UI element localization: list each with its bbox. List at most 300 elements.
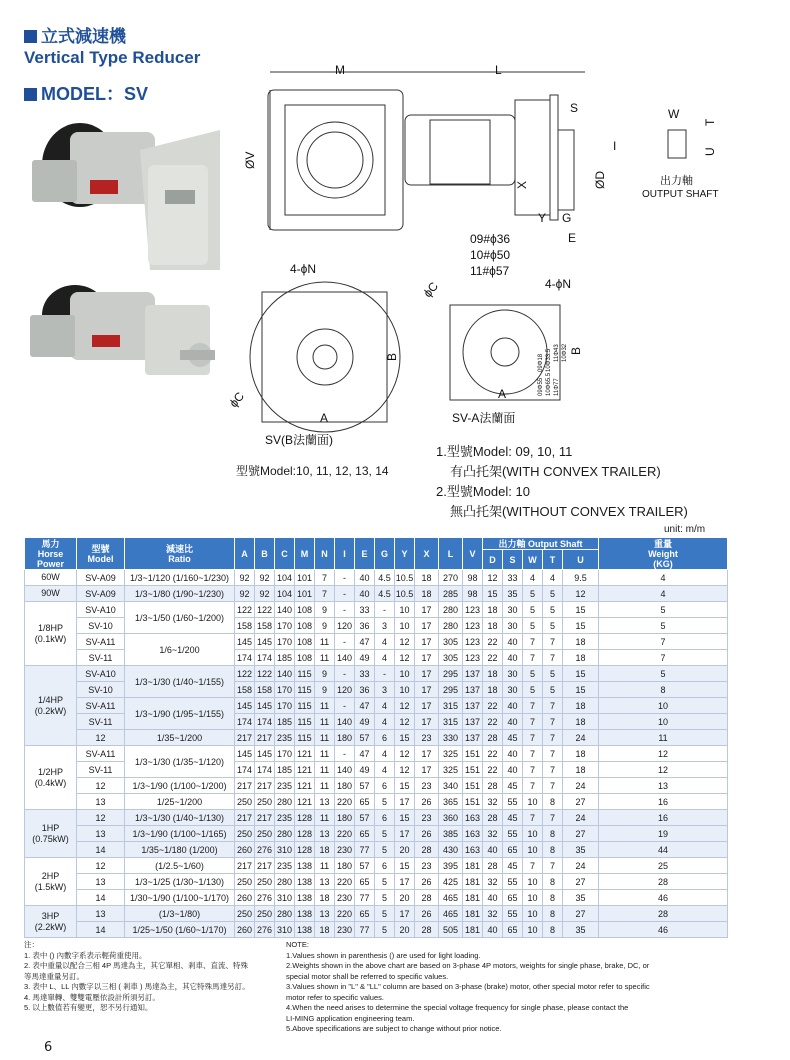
notes-cn-item: 2. 表中重量以配合三相 4P 馬達為主，其它單相、剎車、直流、特殊 [24,961,249,970]
value-cell: 18 [483,682,503,698]
value-cell: 8 [543,906,563,922]
value-cell: 7 [523,730,543,746]
value-cell: 8 [543,826,563,842]
value-cell: 220 [335,874,355,890]
value-cell: 145 [235,634,255,650]
value-cell: 4 [375,650,395,666]
notes-cn-item: 5. 以上數值若有變更，恕不另行通知。 [24,1003,153,1012]
value-cell: 138 [295,906,315,922]
value-cell: 24 [563,730,599,746]
value-cell: 7 [543,762,563,778]
model-cell: SV-11 [77,714,125,730]
flange-small-1: 10Φ65.5 [546,372,552,396]
value-cell: 151 [463,746,483,762]
value-cell: 5 [375,794,395,810]
value-cell: 8 [543,874,563,890]
value-cell: 12 [599,762,728,778]
value-cell: 57 [355,858,375,874]
dim-U-label: U [703,147,717,156]
head-col: N [315,538,335,570]
motor-photo-top [32,123,220,270]
holes-N-right: 4-ϕN [545,277,572,291]
value-cell: 24 [563,858,599,874]
value-cell: - [375,666,395,682]
model-heading: MODEL：SV [24,80,148,106]
b-flange-drawing [226,262,400,432]
value-cell: 23 [415,730,439,746]
value-cell: 13 [315,826,335,842]
value-cell: 40 [355,570,375,586]
value-cell: 77 [355,922,375,938]
front-view-drawing [243,63,430,230]
value-cell: 45 [503,858,523,874]
value-cell: 12 [395,634,415,650]
table-row [25,730,728,746]
value-cell: 10 [523,890,543,906]
value-cell: 7 [543,698,563,714]
value-cell: 140 [335,714,355,730]
value-cell: 40 [503,714,523,730]
value-cell: 360 [439,810,463,826]
value-cell: 17 [395,794,415,810]
value-cell: 122 [255,602,275,618]
value-cell: 270 [439,570,463,586]
value-cell: 163 [463,810,483,826]
dim-D-label: ØD [593,171,607,189]
value-cell: 220 [335,826,355,842]
table-row [25,922,728,938]
value-cell: 4 [375,634,395,650]
model-cell: SV-A11 [77,698,125,714]
value-cell: 49 [355,762,375,778]
value-cell: 15 [395,778,415,794]
value-cell: 217 [235,858,255,874]
value-cell: 5 [543,586,563,602]
value-cell: 30 [503,666,523,682]
value-cell: 36 [355,618,375,634]
value-cell: 57 [355,810,375,826]
value-cell: 260 [235,922,255,938]
value-cell: 310 [275,890,295,906]
value-cell: 185 [275,650,295,666]
head-col: V [463,538,483,570]
value-cell: 250 [255,906,275,922]
value-cell: 137 [463,714,483,730]
value-cell: 8 [543,842,563,858]
value-cell: 17 [415,618,439,634]
value-cell: 33 [355,602,375,618]
value-cell: 123 [463,650,483,666]
side-view-drawing [405,63,616,245]
value-cell: 92 [235,586,255,602]
value-cell: 385 [439,826,463,842]
caption-models: 型號Model:10, 11, 12, 13, 14 [236,464,389,478]
value-cell: 220 [335,794,355,810]
value-cell: 27 [563,826,599,842]
value-cell: 181 [463,922,483,938]
value-cell: 22 [483,650,503,666]
value-cell: 12 [395,762,415,778]
value-cell: 17 [415,682,439,698]
value-cell: 5 [375,890,395,906]
ratio-cell: 1/3~1/25 (1/30~1/130) [125,874,235,890]
table-row [25,666,728,682]
value-cell: 20 [395,842,415,858]
value-cell: 9 [315,618,335,634]
head-col: X [415,538,439,570]
value-cell: 170 [275,682,295,698]
value-cell: 30 [503,682,523,698]
table-row [25,794,728,810]
output-shaft-drawing [642,107,718,200]
value-cell: 35 [503,586,523,602]
holes-N-left: 4-ϕN [290,262,317,276]
head-shaft-col: W [523,550,543,570]
value-cell: 12 [563,586,599,602]
head-col: B [255,538,275,570]
value-cell: 465 [439,906,463,922]
value-cell: 7 [523,858,543,874]
value-cell: 181 [463,858,483,874]
value-cell: 77 [355,890,375,906]
model-cell: 12 [77,858,125,874]
value-cell: 65 [355,874,375,890]
dim-E-label: E [568,231,577,245]
caption-b-flange: SV(B法蘭面) [265,433,334,447]
value-cell: 181 [463,906,483,922]
value-cell: 140 [335,762,355,778]
value-cell: 7 [315,570,335,586]
value-cell: 174 [255,762,275,778]
value-cell: 217 [255,730,275,746]
value-cell: 250 [235,874,255,890]
value-cell: 18 [415,586,439,602]
head-weight: 重量 Weight (KG) [599,538,728,570]
value-cell: 23 [415,858,439,874]
value-cell: 28 [483,810,503,826]
value-cell: 55 [503,874,523,890]
value-cell: 12 [599,746,728,762]
value-cell: 6 [375,778,395,794]
value-cell: 5 [543,666,563,682]
value-cell: 20 [395,890,415,906]
ratio-cell: 1/25~1/50 (1/60~1/170) [125,922,235,938]
value-cell: 280 [439,602,463,618]
value-cell: 158 [255,618,275,634]
head-shaft-col: S [503,550,523,570]
spec-table [24,537,728,938]
model-cell: SV-11 [77,762,125,778]
value-cell: 185 [275,714,295,730]
value-cell: 22 [483,714,503,730]
value-cell: 174 [235,714,255,730]
value-cell: 260 [235,842,255,858]
dim-Y-label: Y [538,211,547,225]
value-cell: 17 [395,906,415,922]
value-cell: 140 [275,666,295,682]
value-cell: 45 [503,730,523,746]
caption-a-flange: SV-A法蘭面 [452,411,516,425]
dim-T-label: T [703,118,717,126]
value-cell: 45 [503,778,523,794]
ratio-cell: 1/35~1/200 [125,730,235,746]
value-cell: 9 [315,682,335,698]
value-cell: 128 [295,810,315,826]
value-cell: 18 [563,762,599,778]
value-cell: 180 [335,730,355,746]
ratio-cell: 1/3~1/90 (1/95~1/155) [125,698,235,730]
value-cell: 280 [439,618,463,634]
value-cell: 158 [235,682,255,698]
value-cell: 7 [523,650,543,666]
value-cell: 98 [463,586,483,602]
value-cell: - [335,634,355,650]
value-cell: 235 [275,810,295,826]
value-cell: 33 [503,570,523,586]
value-cell: 180 [335,810,355,826]
head-col: L [439,538,463,570]
value-cell: 7 [315,586,335,602]
value-cell: 260 [235,890,255,906]
value-cell: 4 [599,570,728,586]
value-cell: 115 [295,682,315,698]
ratio-cell: 1/3~1/30 (1/40~1/130) [125,810,235,826]
value-cell: 7 [543,650,563,666]
value-cell: 40 [355,586,375,602]
value-cell: 10.5 [395,570,415,586]
value-cell: 4 [375,698,395,714]
value-cell: 115 [295,698,315,714]
table-row [25,906,728,922]
value-cell: 47 [355,634,375,650]
value-cell: 65 [355,906,375,922]
value-cell: 325 [439,746,463,762]
value-cell: 6 [375,858,395,874]
value-cell: 145 [255,698,275,714]
value-cell: 280 [275,794,295,810]
value-cell: 26 [415,826,439,842]
value-cell: 315 [439,698,463,714]
value-cell: 4 [543,570,563,586]
value-cell: 122 [235,602,255,618]
value-cell: 123 [463,634,483,650]
value-cell: 22 [483,634,503,650]
flange-size-10: 10#ϕ50 [470,248,511,262]
value-cell: 137 [463,666,483,682]
head-shaft-col: T [543,550,563,570]
hp-cell: 3HP (2.2kW) [25,906,77,938]
ratio-cell: 1/6~1/200 [125,634,235,666]
value-cell: 36 [355,682,375,698]
value-cell: 121 [295,762,315,778]
value-cell: 230 [335,922,355,938]
value-cell: 138 [295,890,315,906]
value-cell: 12 [483,570,503,586]
value-cell: 12 [395,714,415,730]
head-col: E [355,538,375,570]
output-shaft-cn: 出力軸 [660,175,693,187]
value-cell: 10 [599,698,728,714]
value-cell: 115 [295,666,315,682]
value-cell: 217 [255,778,275,794]
value-cell: - [335,698,355,714]
dimension-drawings [226,60,760,450]
value-cell: 28 [599,874,728,890]
value-cell: 17 [415,714,439,730]
value-cell: 101 [295,586,315,602]
value-cell: 170 [275,634,295,650]
value-cell: 5 [543,602,563,618]
value-cell: 19 [599,826,728,842]
value-cell: 17 [415,746,439,762]
value-cell: 250 [235,826,255,842]
value-cell: 395 [439,858,463,874]
value-cell: 7 [523,810,543,826]
value-cell: 285 [439,586,463,602]
value-cell: 11 [315,810,335,826]
value-cell: 235 [275,730,295,746]
value-cell: 180 [335,778,355,794]
value-cell: 40 [503,746,523,762]
value-cell: 4 [375,746,395,762]
value-cell: 137 [463,698,483,714]
ratio-cell: 1/25~1/200 [125,794,235,810]
value-cell: 40 [483,922,503,938]
value-cell: 15 [563,602,599,618]
value-cell: 163 [463,842,483,858]
value-cell: 250 [255,794,275,810]
value-cell: 138 [295,874,315,890]
value-cell: 18 [483,602,503,618]
ratio-cell: 1/3~1/50 (1/60~1/200) [125,602,235,634]
value-cell: 28 [415,842,439,858]
value-cell: 5 [375,922,395,938]
table-row [25,826,728,842]
model-cell: 12 [77,778,125,794]
value-cell: 65 [355,826,375,842]
value-cell: 15 [563,618,599,634]
value-cell: 18 [563,650,599,666]
value-cell: 145 [235,746,255,762]
value-cell: 16 [599,794,728,810]
value-cell: 158 [255,682,275,698]
value-cell: 170 [275,618,295,634]
table-row [25,842,728,858]
value-cell: 145 [255,634,275,650]
value-cell: 13 [599,778,728,794]
value-cell: 181 [463,890,483,906]
value-cell: 185 [275,762,295,778]
value-cell: 5 [375,874,395,890]
value-cell: 4 [599,586,728,602]
value-cell: 5 [375,906,395,922]
notes-en-item: 4.When the need arises to determine the special voltage frequency for single phase, please contact the [286,1003,629,1012]
value-cell: 145 [235,698,255,714]
value-cell: 10 [523,906,543,922]
value-cell: 46 [599,890,728,906]
value-cell: 325 [439,762,463,778]
dim-V-label: ØV [243,151,257,169]
value-cell: 13 [315,906,335,922]
value-cell: 92 [235,570,255,586]
table-row [25,570,728,586]
value-cell: 28 [483,778,503,794]
value-cell: 310 [275,922,295,938]
value-cell: 280 [275,906,295,922]
value-cell: 11 [315,858,335,874]
hp-cell: 1HP (0.75kW) [25,810,77,858]
notes-en-item: 3.Values shown in "L" & "LL" column are based on 3-phase (brake) motor, other special motor refer to specific [286,982,650,991]
value-cell: 10 [523,922,543,938]
head-model: 型號 Model [77,538,125,570]
value-cell: 57 [355,778,375,794]
value-cell: 9 [315,602,335,618]
value-cell: 11 [315,698,335,714]
convex-trailer-notes [436,442,688,522]
value-cell: - [335,570,355,586]
value-cell: 11 [315,634,335,650]
model-cell: 14 [77,922,125,938]
value-cell: 11 [315,650,335,666]
value-cell: 174 [235,650,255,666]
notes-en-item: 1.Values shown in parenthesis () are used for light loading. [286,950,481,960]
value-cell: 7 [543,746,563,762]
value-cell: 11 [599,730,728,746]
value-cell: 276 [255,842,275,858]
value-cell: 8 [543,890,563,906]
value-cell: 11 [315,730,335,746]
table-row [25,858,728,874]
table-row [25,874,728,890]
flange-size-09: 09#ϕ36 [470,232,511,246]
value-cell: 28 [599,906,728,922]
value-cell: 10 [395,666,415,682]
value-cell: 4 [375,762,395,778]
value-cell: 17 [395,874,415,890]
value-cell: 123 [463,602,483,618]
value-cell: 181 [463,874,483,890]
hp-cell: 60W [25,570,77,586]
value-cell: 10 [523,826,543,842]
value-cell: 35 [563,890,599,906]
dim-M-label: M [335,63,345,77]
value-cell: - [335,586,355,602]
value-cell: 23 [415,778,439,794]
value-cell: 137 [463,730,483,746]
value-cell: 49 [355,650,375,666]
value-cell: 25 [599,858,728,874]
value-cell: 45 [503,810,523,826]
dim-A-left: A [320,411,329,425]
value-cell: 3 [375,618,395,634]
value-cell: 123 [463,618,483,634]
value-cell: 5 [523,586,543,602]
value-cell: 158 [235,618,255,634]
unit-label: unit: m/m [664,524,706,535]
value-cell: 5 [599,602,728,618]
value-cell: 7 [543,810,563,826]
ratio-cell: 1/3~1/90 (1/100~1/200) [125,778,235,794]
ratio-cell: 1/3~1/30 (1/40~1/155) [125,666,235,698]
value-cell: 128 [295,826,315,842]
value-cell: - [335,666,355,682]
value-cell: 17 [415,634,439,650]
value-cell: 9 [315,666,335,682]
value-cell: 11 [315,778,335,794]
dim-B-left: B [385,352,399,361]
motor-photo-bottom [30,285,215,375]
value-cell: 28 [483,858,503,874]
